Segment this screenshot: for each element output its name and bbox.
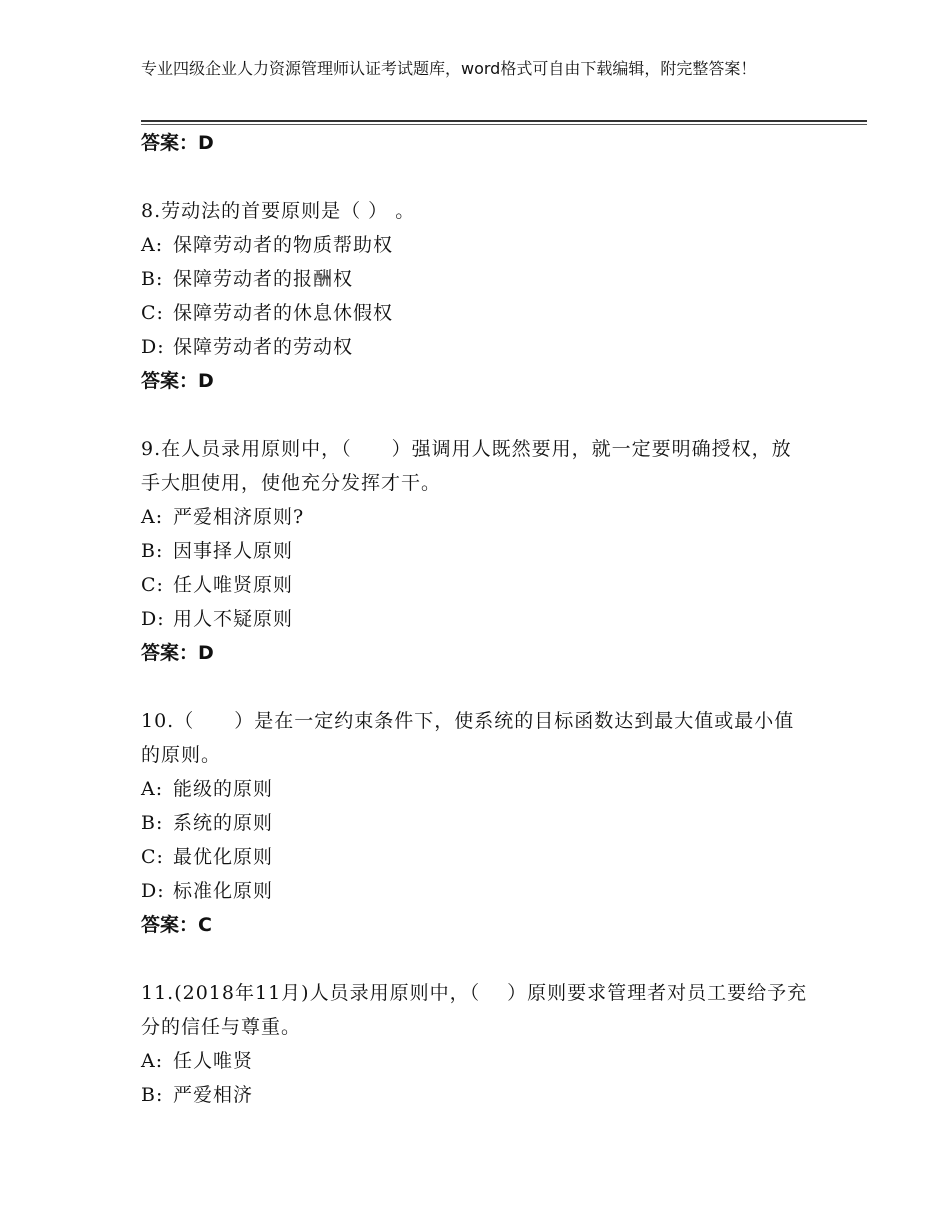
option-c bbox=[141, 840, 811, 874]
header-title: 专业四级企业人力资源管理师认证考试题库，word格式可自由下载编辑，附完整答案！ bbox=[141, 59, 757, 78]
option-a bbox=[141, 772, 811, 806]
document-body bbox=[141, 126, 811, 1112]
option-a bbox=[141, 228, 811, 262]
option-letter: D: bbox=[141, 608, 165, 630]
option-d bbox=[141, 330, 811, 364]
option-d bbox=[141, 874, 811, 908]
option-text: 标准化原则 bbox=[173, 880, 274, 902]
option-letter: A: bbox=[141, 1050, 164, 1072]
question-block-10 bbox=[141, 704, 811, 942]
option-text: 保障劳动者的物质帮助权 bbox=[173, 234, 394, 256]
option-a bbox=[141, 1044, 811, 1078]
spacer bbox=[141, 398, 811, 432]
answer-line: 答案：D bbox=[141, 642, 214, 664]
option-letter: C: bbox=[141, 574, 164, 596]
question-text: 9.在人员录用原则中，（ ）强调用人既然要用，就一定要明确授权，放手大胆使用，使他充分发挥才干。 bbox=[141, 438, 792, 494]
option-d bbox=[141, 602, 811, 636]
option-letter: D: bbox=[141, 880, 165, 902]
spacer bbox=[141, 160, 811, 194]
option-b bbox=[141, 534, 811, 568]
question-text: 8.劳动法的首要原则是（ ） 。 bbox=[141, 200, 416, 222]
option-letter: C: bbox=[141, 302, 164, 324]
header-divider bbox=[141, 120, 867, 125]
option-letter: B: bbox=[141, 540, 164, 562]
question-block-9 bbox=[141, 432, 811, 670]
option-b bbox=[141, 262, 811, 296]
spacer bbox=[141, 670, 811, 704]
option-letter: B: bbox=[141, 812, 164, 834]
option-b bbox=[141, 806, 811, 840]
option-c bbox=[141, 568, 811, 602]
option-letter: D: bbox=[141, 336, 165, 358]
header-divider-thin bbox=[141, 124, 867, 125]
question-block-11 bbox=[141, 976, 811, 1112]
option-text: 最优化原则 bbox=[173, 846, 274, 868]
question-text: 10.（ ）是在一定约束条件下，使系统的目标函数达到最大值或最小值的原则。 bbox=[141, 710, 795, 766]
option-b bbox=[141, 1078, 811, 1112]
option-text: 任人唯贤原则 bbox=[173, 574, 294, 596]
page-header bbox=[141, 58, 821, 80]
option-letter: A: bbox=[141, 234, 164, 256]
spacer bbox=[141, 942, 811, 976]
option-text: 严爱相济 bbox=[173, 1084, 254, 1106]
question-block-8 bbox=[141, 194, 811, 398]
answer-line: 答案：C bbox=[141, 914, 212, 936]
question-text: 11.(2018年11月)人员录用原则中，（ ）原则要求管理者对员工要给予充分的信任与尊重。 bbox=[141, 982, 808, 1038]
option-text: 用人不疑原则 bbox=[173, 608, 294, 630]
option-text: 保障劳动者的休息休假权 bbox=[173, 302, 394, 324]
header-divider-thick bbox=[141, 120, 867, 122]
option-text: 任人唯贤 bbox=[173, 1050, 254, 1072]
option-text: 保障劳动者的报酬权 bbox=[173, 268, 354, 290]
option-letter: A: bbox=[141, 778, 164, 800]
option-text: 严爱相济原则? bbox=[173, 506, 305, 528]
option-a bbox=[141, 500, 811, 534]
option-c bbox=[141, 296, 811, 330]
option-text: 系统的原则 bbox=[173, 812, 274, 834]
option-text: 能级的原则 bbox=[173, 778, 274, 800]
option-letter: B: bbox=[141, 268, 164, 290]
option-letter: A: bbox=[141, 506, 164, 528]
option-letter: C: bbox=[141, 846, 164, 868]
option-text: 保障劳动者的劳动权 bbox=[173, 336, 354, 358]
previous-answer: 答案：D bbox=[141, 132, 214, 154]
option-text: 因事择人原则 bbox=[173, 540, 294, 562]
option-letter: B: bbox=[141, 1084, 164, 1106]
answer-line: 答案：D bbox=[141, 370, 214, 392]
